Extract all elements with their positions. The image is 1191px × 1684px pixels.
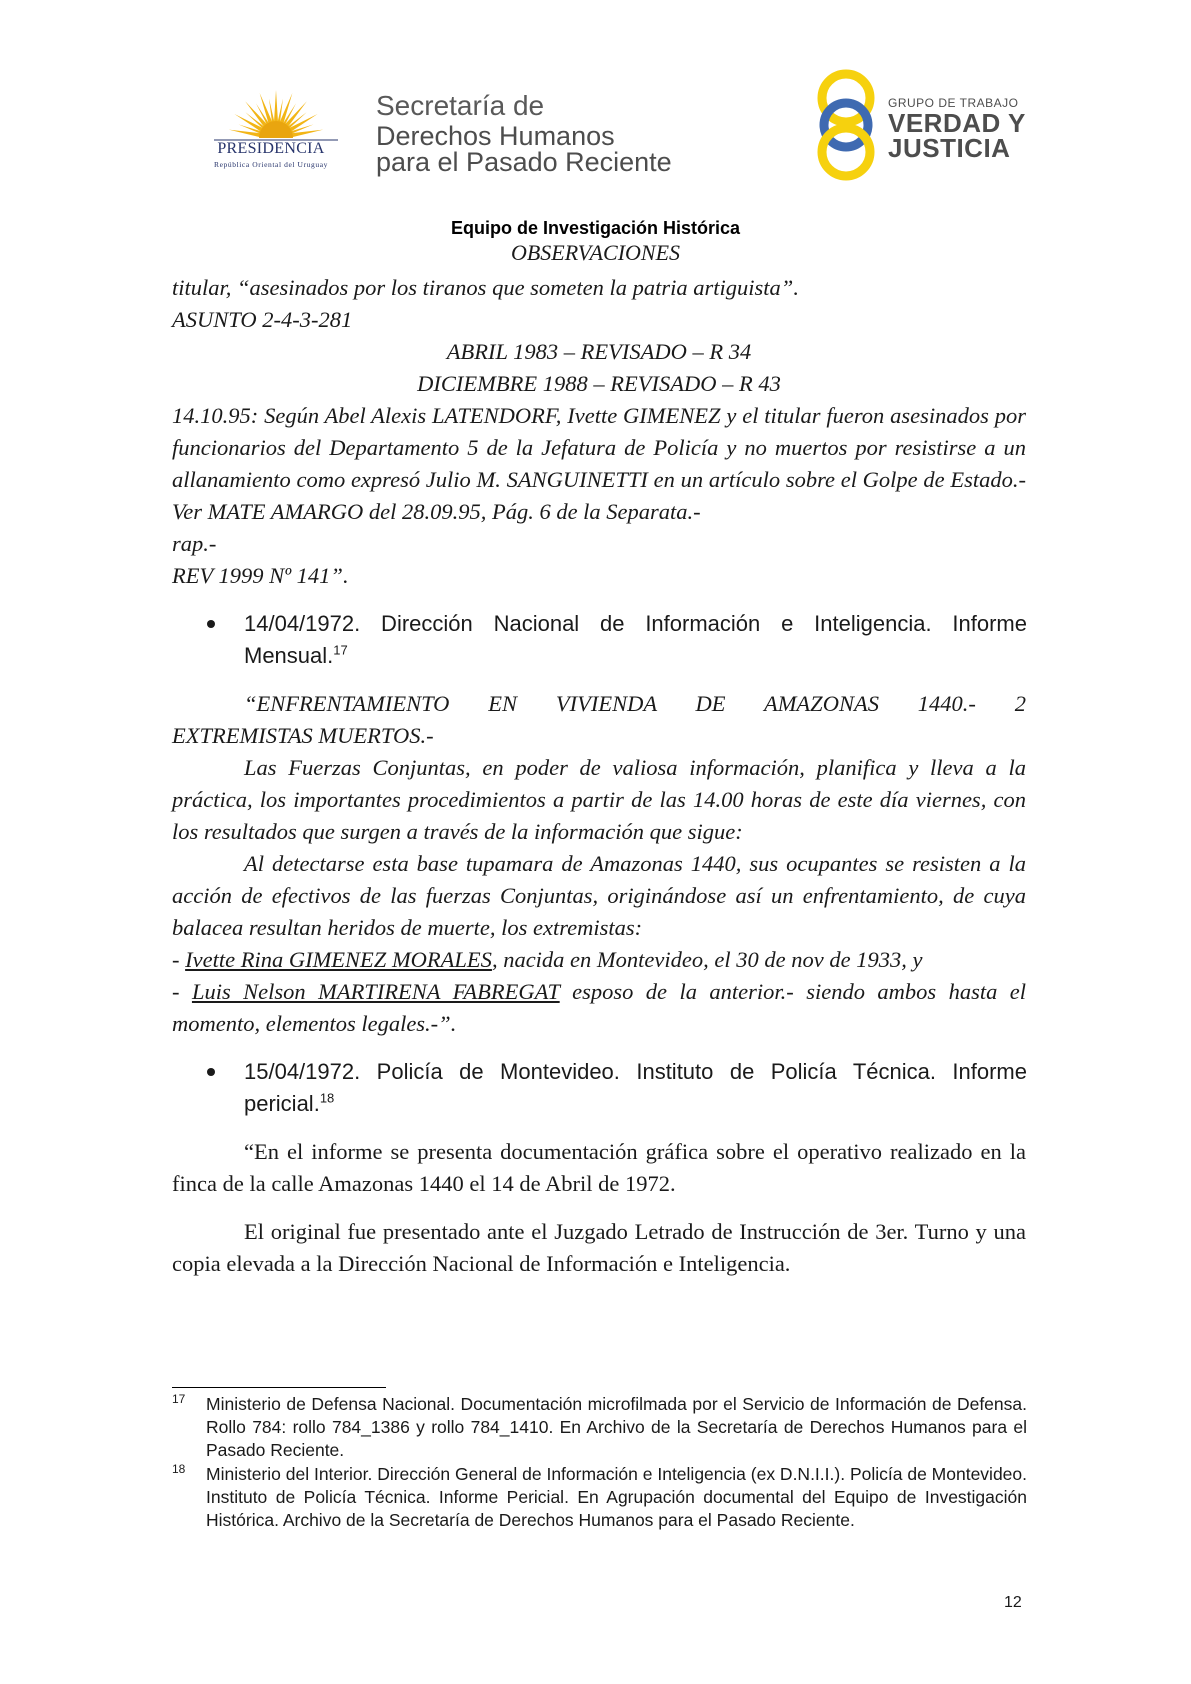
bullet-2-label: 15/04/1972. Policía de Montevideo. Instituto de Policía Técnica. Informe pericial. bbox=[244, 1059, 1027, 1116]
obs-paragraph: 14.10.95: Según Abel Alexis LATENDORF, Ivette GIMENEZ y el titular fueron asesinados por funcionarios del Departamento 5 de la Jefatura de Policía y no muertos por resistirse a un allanamiento como expresó Julio M. SANGUINETTI en un artículo sobre el Golpe de Estado.-Ver MATE AMARGO del 28.09.95, Pág. 6 de la Separata.- bbox=[172, 403, 1026, 524]
quote-item-1-rest: , nacida en Montevideo, el 30 de nov de 1933, y bbox=[491, 947, 923, 972]
obs-line-2: ASUNTO 2-4-3-281 bbox=[172, 307, 353, 332]
bullet-1-text bbox=[244, 608, 1027, 672]
body-paragraph-2: El original fue presentado ante el Juzgado Letrado de Instrucción de 3er. Turno y una copia elevada a la Dirección Nacional de Información e Inteligencia. bbox=[172, 1219, 1026, 1276]
quote-heading-a: “ENFRENTAMIENTO EN VIVIENDA DE AMAZONAS 1440.- 2 bbox=[244, 691, 1026, 716]
page-number: 12 bbox=[1004, 1594, 1022, 1611]
footnote-separator bbox=[172, 1387, 386, 1388]
bullet-1-marker bbox=[207, 608, 219, 620]
footnote-17-number: 17 bbox=[172, 1392, 186, 1406]
presidencia-label: PRESIDENCIA bbox=[217, 140, 325, 157]
page-title: Equipo de Investigación Histórica bbox=[450, 218, 741, 238]
footnote-ref-17[interactable]: 17 bbox=[333, 642, 348, 658]
footnote-17-text: Ministerio de Defensa Nacional. Documentación microfilmada por el Servicio de Información de Defensa. Rollo 784: rollo 784_1386 y rollo 784_1410. En Archivo de la Secretaría de Derechos Humanos para el Pasado Reciente. bbox=[206, 1394, 1027, 1460]
quote-heading-b: EXTREMISTAS MUERTOS.- bbox=[172, 723, 434, 748]
quote-item-2-name: Luis Nelson MARTIRENA FABREGAT bbox=[191, 979, 560, 1004]
quote-item-2 bbox=[172, 976, 1026, 1040]
secretaria-line-1: Secretaría de bbox=[376, 90, 545, 121]
quote-item-2-dash: - bbox=[172, 979, 192, 1004]
quote-item-1-name: Ivette Rina GIMENEZ MORALES bbox=[185, 947, 492, 972]
obs-line-3: ABRIL 1983 – REVISADO – R 34 bbox=[446, 339, 752, 364]
obs-line-5: rap.- bbox=[172, 531, 217, 556]
grupo-trabajo-label: GRUPO DE TRABAJO bbox=[888, 96, 1019, 110]
obs-line-6: REV 1999 Nº 141”. bbox=[172, 563, 349, 588]
body-paragraph-1: “En el informe se presenta documentación gráfica sobre el operativo realizado en la finca de la calle Amazonas 1440 el 14 de Abril de 1972. bbox=[172, 1139, 1026, 1196]
secretaria-line-2: Derechos Humanos bbox=[376, 121, 615, 151]
bullet-2-text bbox=[244, 1056, 1027, 1120]
quote-paragraph-1: Las Fuerzas Conjuntas, en poder de valiosa información, planifica y lleva a la práctica, los importantes procedimientos a partir de las 14.00 horas de este día viernes, con los resultados que surgen a través de la información que sigue: bbox=[172, 755, 1026, 844]
verdad-label: VERDAD Y bbox=[888, 108, 1026, 138]
bullet-1-label: 14/04/1972. Dirección Nacional de Información e Inteligencia. Informe Mensual. bbox=[244, 611, 1027, 668]
footnote-18-text: Ministerio del Interior. Dirección General de Información e Inteligencia (ex D.N.I.I.). Policía de Montevideo. Instituto de Policía Técnica. Informe Pericial. En Agrupación documental del Equipo de Investigación Histórica. Archivo de la Secretaría de Derechos Humanos para el Pasado Reciente. bbox=[206, 1464, 1027, 1530]
obs-line-1: titular, “asesinados por los tiranos que someten la patria artiguista”. bbox=[172, 275, 799, 300]
quote-item-1 bbox=[172, 944, 1026, 976]
quote-item-2-rest: esposo de la anterior.- siendo ambos hasta el momento, elementos legales.-”. bbox=[172, 979, 1026, 1036]
bullet-2-marker bbox=[207, 1056, 219, 1068]
secretaria-line-3: para el Pasado Reciente bbox=[376, 147, 672, 177]
section-title: OBSERVACIONES bbox=[510, 240, 681, 265]
republica-label: República Oriental del Uruguay bbox=[213, 160, 328, 169]
justicia-label: JUSTICIA bbox=[888, 133, 1011, 163]
footnote-ref-18[interactable]: 18 bbox=[319, 1090, 335, 1106]
obs-line-4: DICIEMBRE 1988 – REVISADO – R 43 bbox=[417, 371, 781, 396]
quote-paragraph-2: Al detectarse esta base tupamara de Amazonas 1440, sus ocupantes se resisten a la acción de efectivos de las fuerzas Conjuntas, originándose así un enfrentamiento, de cuya balacea resultan heridos de muerte, los extremistas: bbox=[172, 851, 1026, 940]
footnote-18-number: 18 bbox=[172, 1462, 186, 1476]
quote-item-1-dash: - bbox=[172, 947, 186, 972]
